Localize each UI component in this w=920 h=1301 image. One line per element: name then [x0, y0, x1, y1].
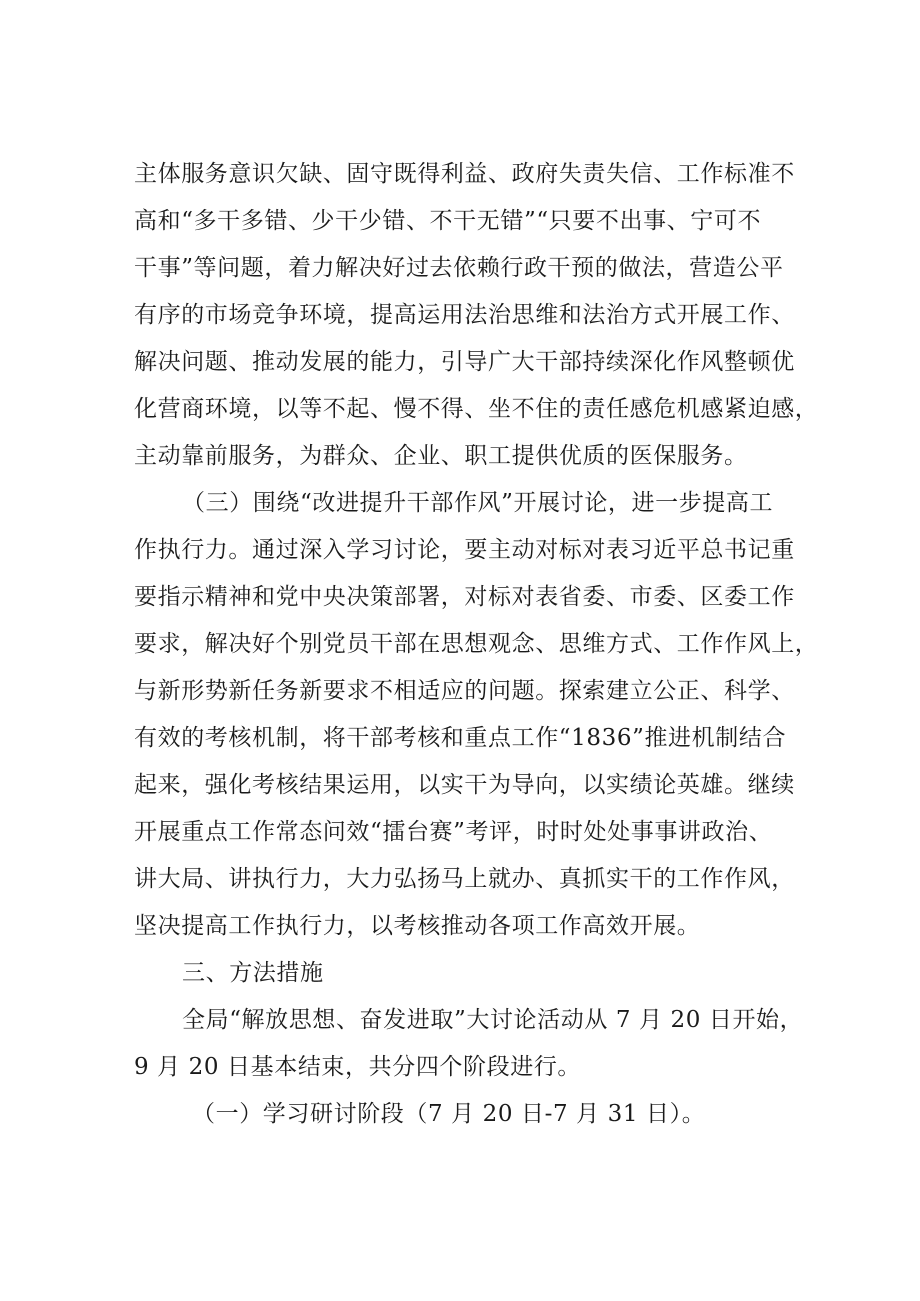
section-heading: 三、方法措施 [182, 960, 324, 986]
paragraph-line: 解决问题、推动发展的能力，引导广大干部持续深化作风整顿优 [134, 349, 795, 375]
paragraph-line: 与新形势新任务新要求不相适应的问题。探索建立公正、科学、 [134, 678, 795, 704]
paragraph-line: 有序的市场竞争环境，提高运用法治思维和法治方式开展工作、 [134, 302, 795, 328]
paragraph-line: 要指示精神和党中央决策部署，对标对表省委、市委、区委工作 [134, 584, 795, 610]
paragraph-line: 开展重点工作常态问效“擂台赛”考评，时时处处事事讲政治、 [134, 819, 773, 845]
paragraph-line: 作执行力。通过深入学习讨论，要主动对标对表习近平总书记重 [134, 537, 795, 563]
paragraph-line: 有效的考核机制，将干部考核和重点工作“1836”推进机制结合 [134, 725, 787, 751]
paragraph-line: 全局“解放思想、奋发进取”大讨论活动从 7 月 20 日开始， [182, 1007, 804, 1033]
paragraph-line: 高和“多干多错、少干少错、不干无错”“只要不出事、宁可不 [134, 208, 762, 234]
paragraph-line: 坚决提高工作执行力，以考核推动各项工作高效开展。 [134, 913, 701, 939]
paragraph-line: 主动靠前服务，为群众、企业、职工提供优质的医保服务。 [134, 443, 748, 469]
paragraph-line: 主体服务意识欠缺、固守既得利益、政府失责失信、工作标准不 [134, 161, 795, 187]
paragraph-line: 干事”等问题，着力解决好过去依赖行政干预的做法，营造公平 [134, 255, 784, 281]
paragraph-line: 起来，强化考核结果运用，以实干为导向，以实绩论英雄。继续 [134, 772, 795, 798]
paragraph-line: 讲大局、讲执行力，大力弘扬马上就办、真抓实干的工作作风， [134, 866, 795, 892]
subsection-heading: （一）学习研讨阶段（7 月 20 日-7 月 31 日）。 [192, 1101, 706, 1127]
paragraph-line: 要求，解决好个别党员干部在思想观念、思维方式、工作作风上， [134, 631, 819, 657]
paragraph-line: 9 月 20 日基本结束，共分四个阶段进行。 [134, 1054, 582, 1080]
paragraph-line: 化营商环境，以等不起、慢不得、坐不住的责任感危机感紧迫感， [134, 396, 819, 422]
paragraph-line: （三）围绕“改进提升干部作风”开展讨论，进一步提高工 [182, 490, 774, 516]
